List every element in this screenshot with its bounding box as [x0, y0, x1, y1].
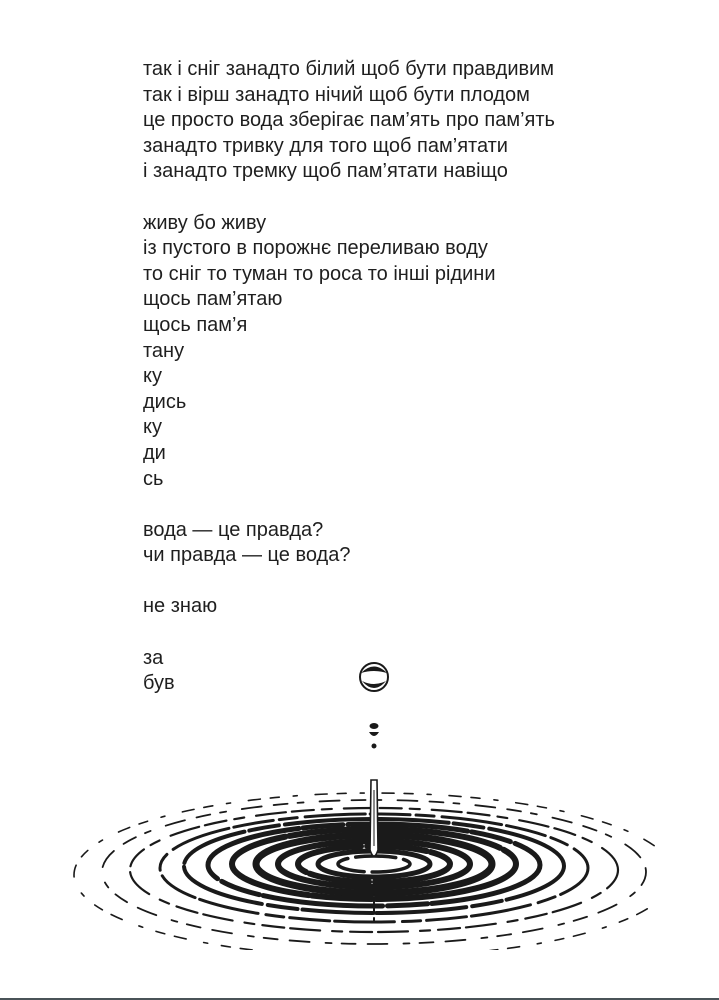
poem — [143, 57, 555, 697]
poem-line: ку — [143, 416, 162, 439]
poem-line: не знаю — [143, 595, 218, 618]
stanza-3 — [143, 518, 555, 569]
poem-line: так і сніг занадто білий щоб бути правдивим — [143, 58, 555, 80]
stanza-4 — [143, 594, 555, 620]
stanza-break — [143, 185, 555, 211]
poem-line: щось пам’ятаю — [143, 288, 283, 311]
poem-line: дись — [143, 390, 187, 413]
stanza-2 — [143, 211, 555, 493]
poem-line: ди — [143, 441, 166, 464]
poem-line: живу бо живу — [143, 211, 267, 234]
poem-line: сь — [143, 467, 164, 490]
water-drop-ripples-icon — [60, 650, 660, 950]
stanza-break — [143, 492, 555, 518]
poem-line: так і вірш занадто нічий щоб бути плодом — [143, 83, 530, 106]
poem-line: вода — це правда? — [143, 518, 324, 541]
poem-line: і занадто тремку щоб пам’ятати навіщо — [143, 160, 508, 183]
poem-line: тану — [143, 339, 185, 362]
stanza-1 — [143, 57, 555, 185]
stanza-break — [143, 620, 555, 646]
poem-line: чи правда — це вода? — [143, 544, 351, 567]
poem-line: це просто вода зберігає пам’ять про пам’ять — [143, 109, 555, 132]
poem-line: за — [143, 646, 164, 669]
poem-line: був — [143, 672, 175, 695]
poem-line: то сніг то туман то роса то інші рідини — [143, 262, 496, 285]
stanza-break — [143, 569, 555, 595]
poem-line: ку — [143, 365, 162, 388]
poem-line: щось пам’я — [143, 313, 248, 336]
poem-line: із пустого в порожнє переливаю воду — [143, 237, 488, 260]
poem-line: занадто тривку для того щоб пам’ятати — [143, 134, 508, 157]
